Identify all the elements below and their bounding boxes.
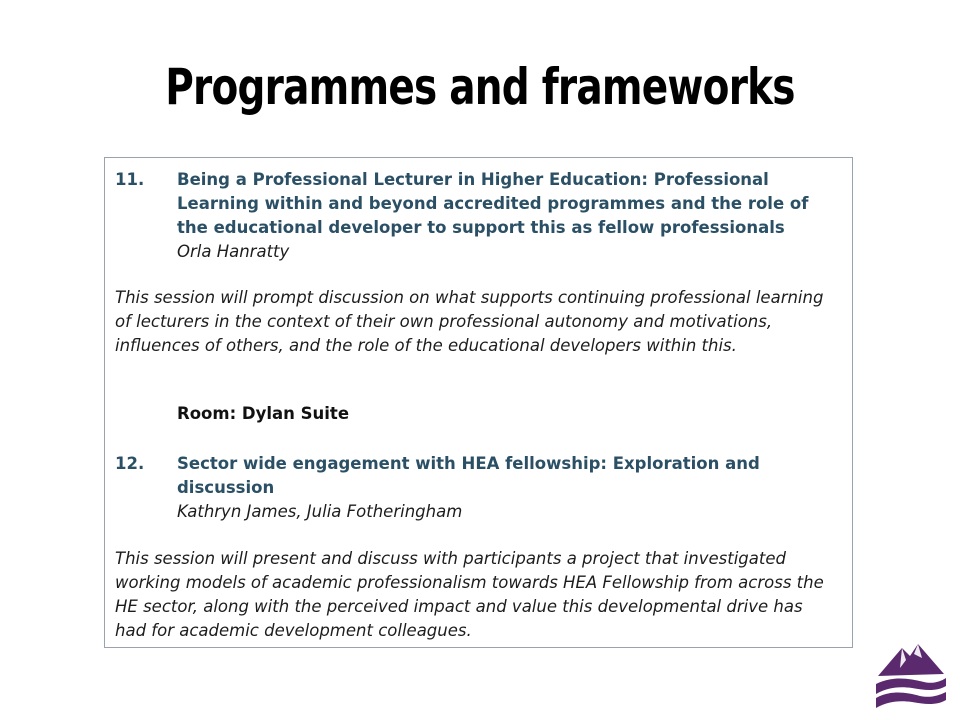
session-authors: Kathryn James, Julia Fotheringham: [177, 502, 463, 521]
room-label: Room: Dylan Suite: [177, 404, 350, 423]
session-heading: [177, 452, 838, 524]
programme-excerpt-panel: [104, 157, 853, 648]
slide-title: Programmes and frameworks: [165, 58, 795, 116]
session-title: Being a Professional Lecturer in Higher Education: Professional Learning within and beyond accredited programmes and the role of the educational developer to support this as fellow professionals: [177, 170, 809, 237]
mountain-wave-logo-icon: [872, 638, 950, 710]
session-description: This session will present and discuss with participants a project that investigated working models of academic professionalism towards HEA Fellowship from across the HE sector, along with the perceived impact and value this developmental drive has had for academic development colleagues.: [115, 549, 824, 640]
session-heading: [177, 168, 838, 264]
session-authors: Orla Hanratty: [177, 242, 290, 261]
session-title: Sector wide engagement with HEA fellowship: Exploration and discussion: [177, 454, 760, 497]
session-description: This session will prompt discussion on what supports continuing professional learning of lecturers in the context of their own professional autonomy and motivations, influences of others, and the role of the educational developers within this.: [115, 288, 824, 355]
session-number: 12.: [115, 454, 145, 473]
session-number: 11.: [115, 170, 145, 189]
